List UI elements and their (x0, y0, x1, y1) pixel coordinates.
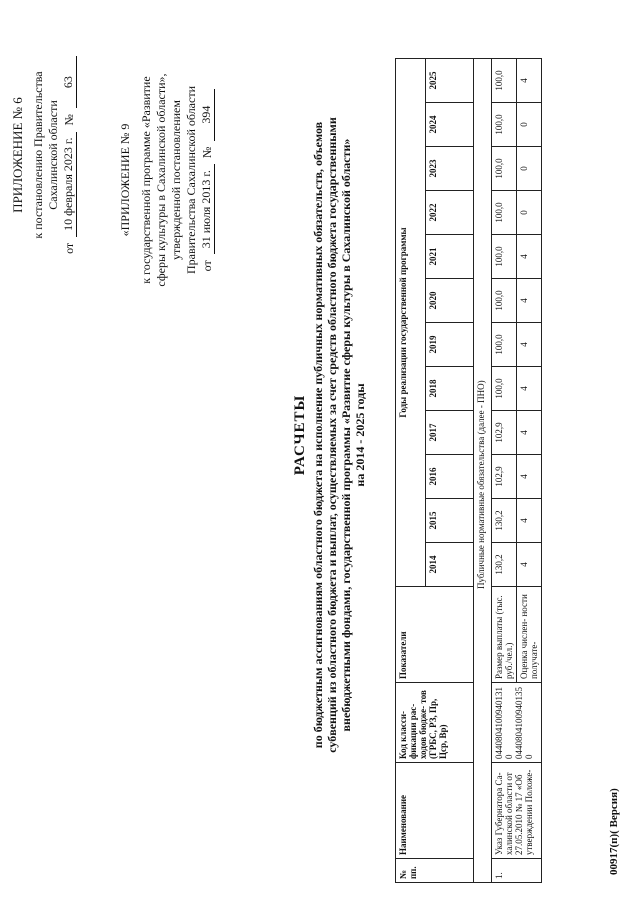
cell-payment-2025: 100,0 (492, 59, 517, 103)
appendix-6-title: ПРИЛОЖЕНИЕ № 6 (10, 97, 25, 213)
appendix-9-date-line (199, 20, 215, 340)
header-code: Код класси- фикации рас- ходов бюдже- тов (ГРБС, РЗ, Пр, Цср, Вр) (396, 683, 474, 763)
cell-count-2017: 4 (517, 411, 542, 455)
calculation-table (395, 58, 542, 883)
header-num: № пп. (396, 859, 474, 883)
document-heading: РАСЧЕТЫ (292, 394, 308, 476)
cell-payment-2018: 100,0 (492, 367, 517, 411)
year-2015: 2015 (426, 499, 474, 543)
row-indicator-1: Размер выплаты (тыс. руб./чел.) (492, 587, 517, 683)
appendix-6-date-line (61, 25, 77, 285)
cell-payment-2022: 100,0 (492, 191, 517, 235)
header-indicators: Показатели (396, 587, 474, 683)
appendix-6-block (10, 25, 77, 285)
cell-count-2015: 4 (517, 499, 542, 543)
document-title-line3: внебюджетными фондами, государственной программы «Развитие сферы культуры в Сахалинской области» (339, 138, 353, 732)
row-code-1: 04408041009401310 (494, 687, 514, 759)
cell-count-2023: 0 (517, 147, 542, 191)
appendix-9-number: 394 (199, 89, 215, 141)
year-2017: 2017 (426, 411, 474, 455)
document-title-line2: субвенций из областного бюджета и выплат, осуществляемых за счет средств областного бюджета государственными (325, 117, 339, 753)
appendix-6-line1: к постановлению Правительства (31, 71, 45, 239)
header-years-group: Годы реализации государственной программы (396, 59, 426, 587)
cell-count-2019: 4 (517, 323, 542, 367)
cell-payment-2017: 102,9 (492, 411, 517, 455)
cell-payment-2021: 100,0 (492, 235, 517, 279)
cell-count-2024: 0 (517, 103, 542, 147)
cell-count-2020: 4 (517, 279, 542, 323)
year-2025: 2025 (426, 59, 474, 103)
row-indicator-2: Оценка числен- ности получате- (517, 587, 542, 683)
cell-payment-2014: 130,2 (492, 543, 517, 587)
appendix-6-number: 63 (61, 56, 77, 108)
appendix-6-from: от (62, 242, 76, 254)
cell-payment-2020: 100,0 (492, 279, 517, 323)
year-2020: 2020 (426, 279, 474, 323)
row-name: Указ Губернатора Са- халинской области от 27.05.2010 № 17 «Об утверждении Положе- (492, 763, 542, 859)
row-code-2: 04408041009401350 (514, 687, 534, 759)
section-row (474, 59, 492, 883)
year-2016: 2016 (426, 455, 474, 499)
year-2019: 2019 (426, 323, 474, 367)
appendix-9-from: от (200, 260, 214, 272)
document-title-line4: на 2014 - 2025 годы (353, 383, 367, 487)
row-num: 1. (492, 859, 542, 883)
appendix-9-title: «ПРИЛОЖЕНИЕ № 9 (118, 123, 132, 237)
document-title (292, 25, 367, 845)
appendix-9-line2: сферы культуры в Сахалинской области», (154, 73, 168, 287)
appendix-9-block (118, 20, 215, 340)
year-2021: 2021 (426, 235, 474, 279)
row-code (492, 683, 542, 763)
cell-payment-2019: 100,0 (492, 323, 517, 367)
appendix-9-line3: утвержденной постановлением (169, 100, 183, 260)
cell-count-2014: 4 (517, 543, 542, 587)
year-2014: 2014 (426, 543, 474, 587)
appendix-9-date: 31 июля 2013 г. (199, 164, 215, 254)
cell-count-2025: 4 (517, 59, 542, 103)
section-label: Публичные нормативные обязательства (далее - ПНО) (476, 380, 486, 589)
document-version: 00917(п)( Версия) (608, 788, 620, 875)
cell-count-2018: 4 (517, 367, 542, 411)
document-title-line1: по бюджетным ассигнованиям областного бюджета на исполнение публичных нормативных обязательств, объемов (311, 121, 325, 749)
cell-count-2016: 4 (517, 455, 542, 499)
appendix-9-line1: к государственной программе «Развитие (139, 76, 153, 284)
cell-payment-2016: 102,9 (492, 455, 517, 499)
appendix-9-no: № (200, 146, 214, 159)
year-2024: 2024 (426, 103, 474, 147)
cell-count-2021: 4 (517, 235, 542, 279)
year-2023: 2023 (426, 147, 474, 191)
cell-payment-2024: 100,0 (492, 103, 517, 147)
year-2022: 2022 (426, 191, 474, 235)
appendix-6-no: № (62, 114, 76, 126)
header-name: Наименование (396, 763, 474, 859)
cell-payment-2023: 100,0 (492, 147, 517, 191)
appendix-6-date: 10 февраля 2023 г. (61, 132, 77, 237)
appendix-9-line4: Правительства Сахалинской области (184, 85, 198, 275)
cell-count-2022: 0 (517, 191, 542, 235)
appendix-6-line2: Сахалинской области (46, 100, 60, 210)
cell-payment-2015: 130,2 (492, 499, 517, 543)
year-2018: 2018 (426, 367, 474, 411)
